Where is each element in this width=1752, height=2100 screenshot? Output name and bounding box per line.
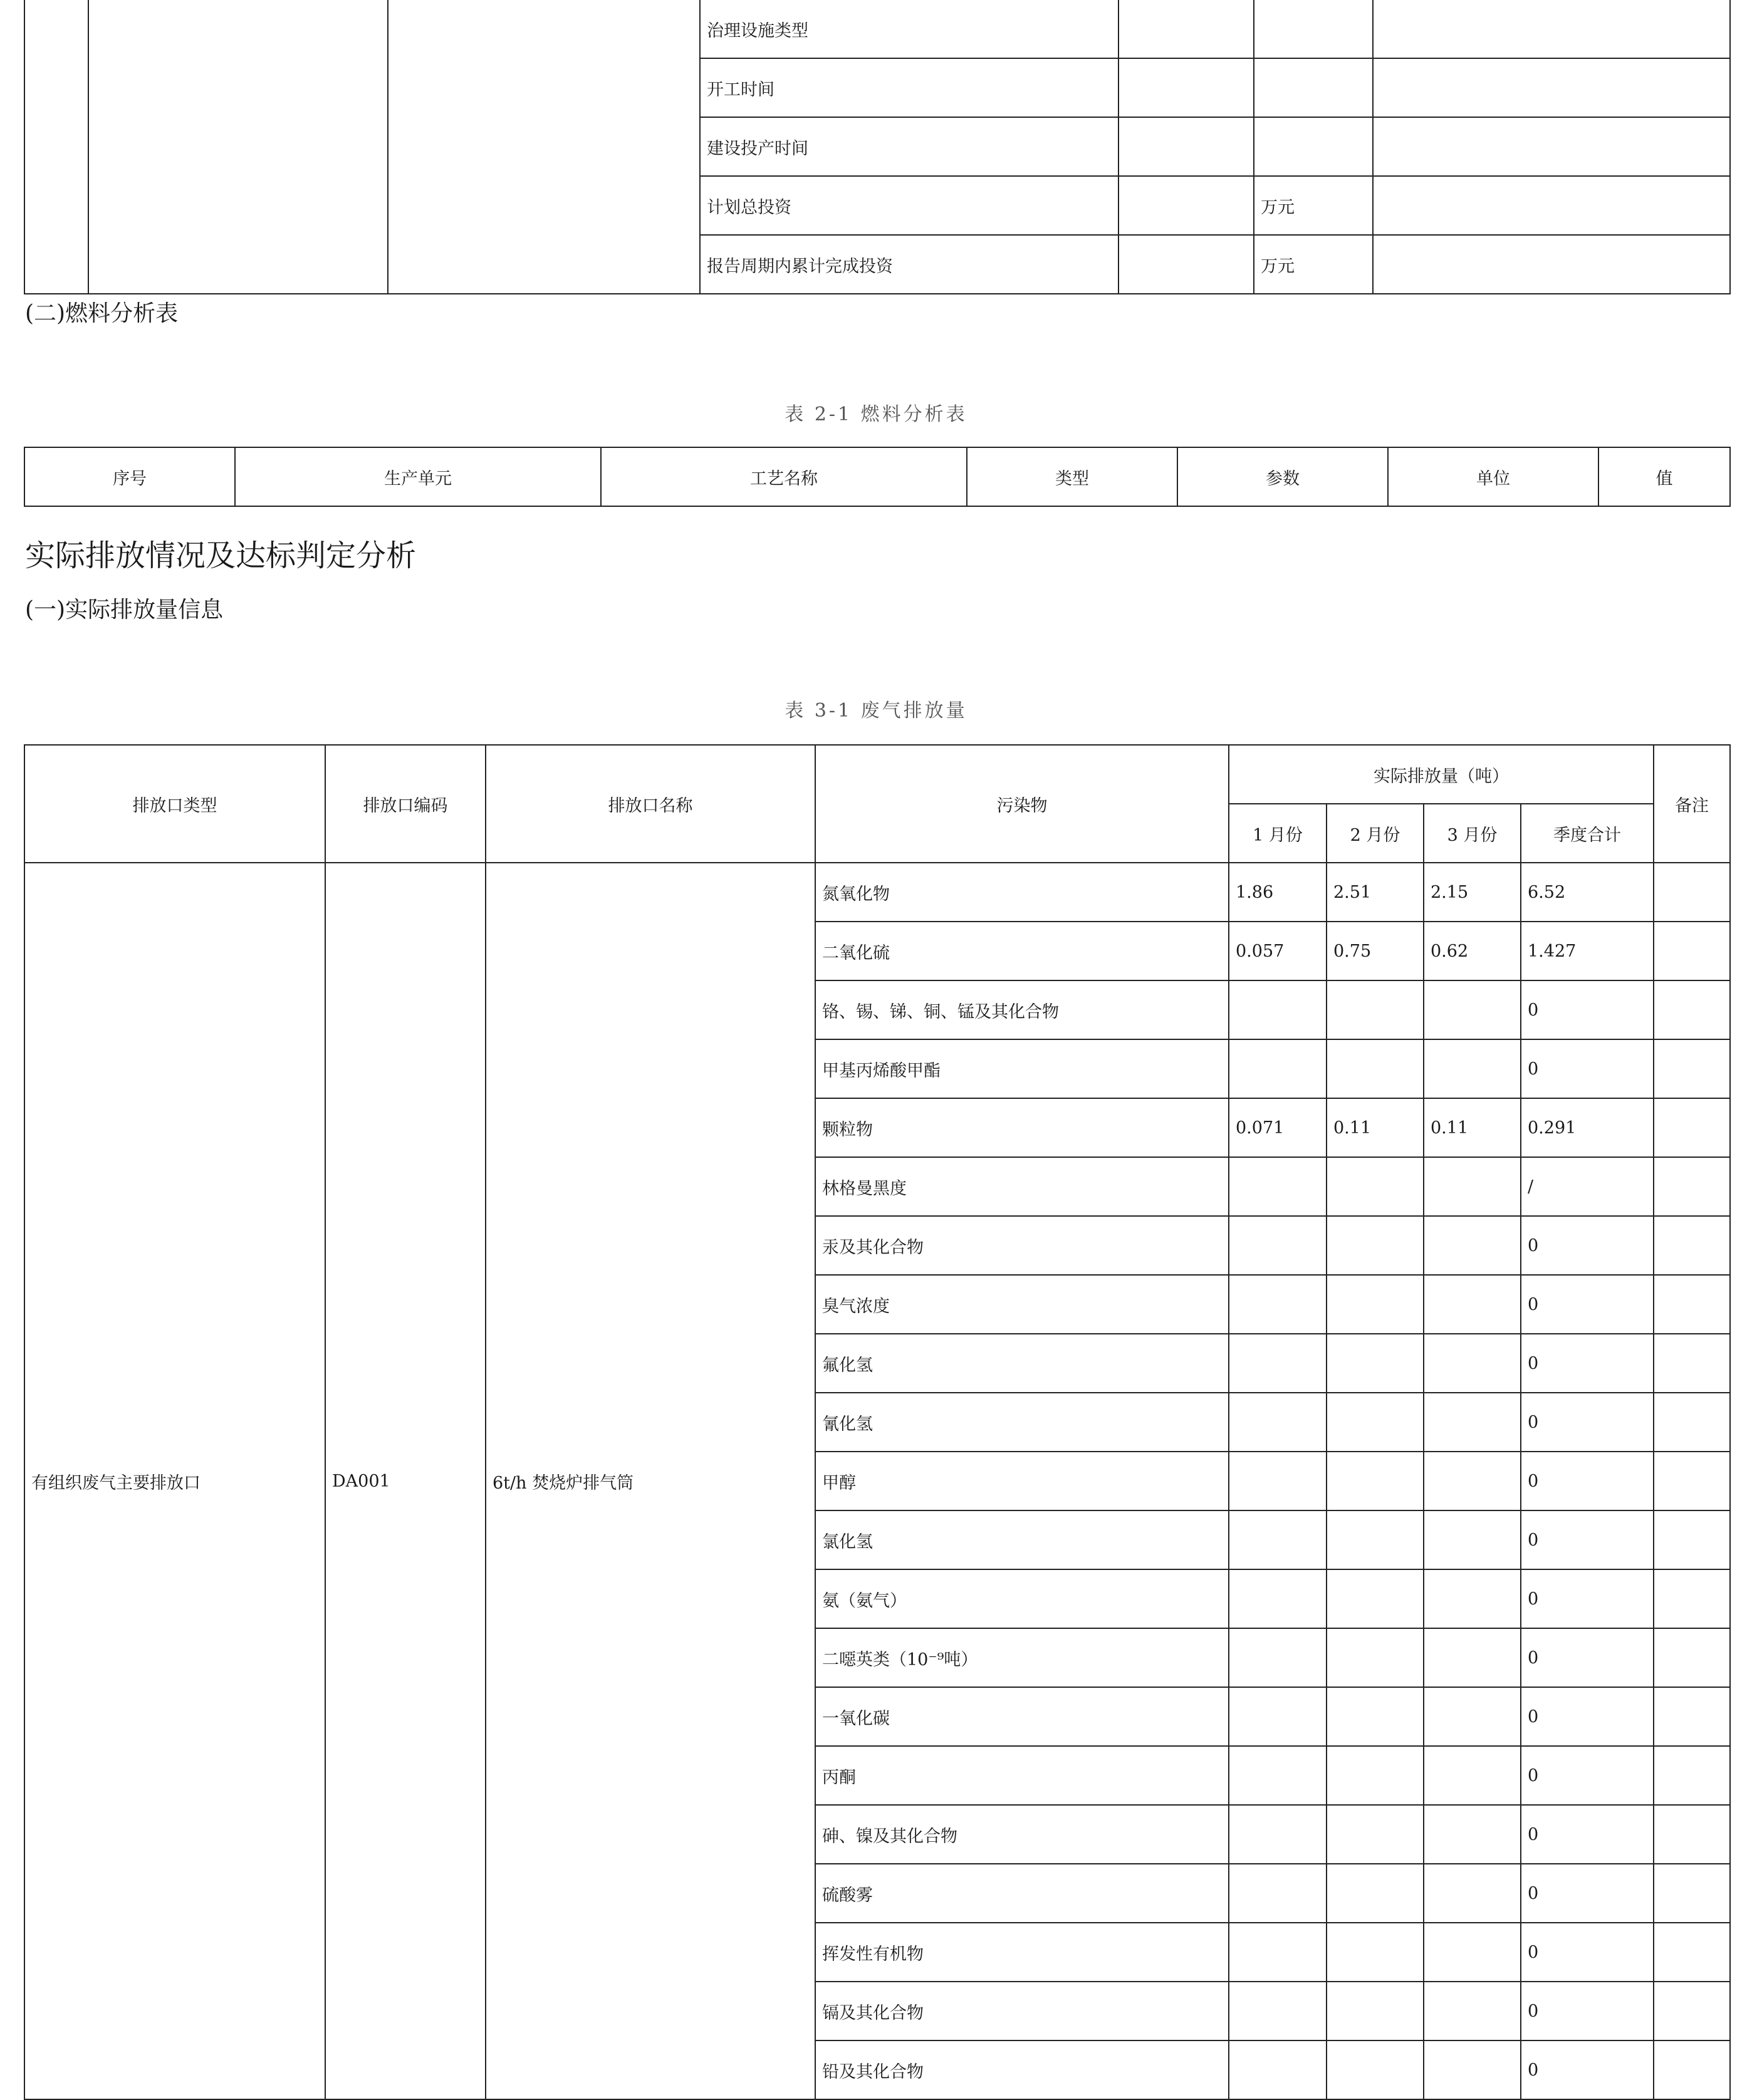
quarter-total-value: 0	[1521, 1334, 1654, 1393]
quarter-total-value: 1.427	[1521, 922, 1654, 980]
fuel-header-cell: 序号	[24, 447, 235, 506]
header-outlet-type: 排放口类型	[24, 745, 325, 863]
quarter-total-value: 0	[1521, 1452, 1654, 1510]
header-outlet-name: 排放口名称	[486, 745, 815, 863]
month-3-value	[1424, 2040, 1521, 2099]
month-2-value	[1327, 1687, 1424, 1746]
month-2-value	[1327, 1805, 1424, 1864]
facility-unit	[1254, 117, 1373, 176]
note-cell	[1654, 1039, 1730, 1098]
month-1-value	[1229, 1746, 1327, 1805]
facility-label: 治理设施类型	[700, 0, 1118, 58]
quarter-total-value: 0	[1521, 1569, 1654, 1628]
facility-value	[1118, 117, 1254, 176]
header-month-2: 2 月份	[1327, 804, 1424, 863]
table-row	[24, 863, 1730, 922]
facility-unit: 万元	[1254, 176, 1373, 235]
note-cell	[1654, 980, 1730, 1039]
quarter-total-value: 0	[1521, 980, 1654, 1039]
month-1-value	[1229, 1628, 1327, 1687]
quarter-total-value: 0.291	[1521, 1098, 1654, 1157]
month-3-value	[1424, 1452, 1521, 1510]
pollutant-name: 氮氧化物	[815, 863, 1229, 922]
month-3-value	[1424, 1157, 1521, 1216]
header-quarter-total: 季度合计	[1521, 804, 1654, 863]
facility-unit: 万元	[1254, 235, 1373, 294]
pollutant-name: 二噁英类（10⁻⁹吨）	[815, 1628, 1229, 1687]
month-3-value: 0.11	[1424, 1098, 1521, 1157]
quarter-total-value: 0	[1521, 1628, 1654, 1687]
facility-table	[24, 0, 1731, 294]
facility-row	[24, 0, 1730, 58]
quarter-total-value: 0	[1521, 1923, 1654, 1982]
pollutant-name: 氯化氢	[815, 1510, 1229, 1569]
month-2-value	[1327, 1393, 1424, 1452]
month-2-value	[1327, 980, 1424, 1039]
month-1-value	[1229, 1982, 1327, 2040]
month-2-value	[1327, 2040, 1424, 2099]
emission-table-caption: 表 3-1 废气排放量	[785, 700, 967, 722]
month-1-value	[1229, 1923, 1327, 1982]
month-2-value	[1327, 1628, 1424, 1687]
fuel-header-cell: 单位	[1388, 447, 1598, 506]
note-cell	[1654, 1510, 1730, 1569]
month-1-value	[1229, 1393, 1327, 1452]
pollutant-name: 汞及其化合物	[815, 1216, 1229, 1275]
note-cell	[1654, 1805, 1730, 1864]
header-month-3: 3 月份	[1424, 804, 1521, 863]
facility-unit	[1254, 58, 1373, 117]
month-1-value	[1229, 1452, 1327, 1510]
note-cell	[1654, 1569, 1730, 1628]
note-cell	[1654, 1098, 1730, 1157]
facility-value	[1118, 176, 1254, 235]
quarter-total-value: 0	[1521, 2040, 1654, 2099]
month-2-value	[1327, 1864, 1424, 1923]
month-3-value	[1424, 1628, 1521, 1687]
facility-remark	[1373, 0, 1730, 58]
facility-label: 开工时间	[700, 58, 1118, 117]
pollutant-name: 铅及其化合物	[815, 2040, 1229, 2099]
outlet-type: 有组织废气主要排放口	[24, 863, 325, 2099]
facility-value	[1118, 0, 1254, 58]
pollutant-name: 氟化氢	[815, 1334, 1229, 1393]
month-1-value	[1229, 1805, 1327, 1864]
header-note: 备注	[1654, 745, 1730, 863]
quarter-total-value: 0	[1521, 1864, 1654, 1923]
month-3-value	[1424, 1334, 1521, 1393]
month-2-value	[1327, 1157, 1424, 1216]
quarter-total-value: 0	[1521, 1393, 1654, 1452]
month-1-value	[1229, 1157, 1327, 1216]
month-2-value	[1327, 1746, 1424, 1805]
note-cell	[1654, 1923, 1730, 1982]
month-1-value	[1229, 980, 1327, 1039]
month-1-value	[1229, 1687, 1327, 1746]
outlet-code: DA001	[325, 863, 486, 2099]
month-1-value	[1229, 1864, 1327, 1923]
month-3-value	[1424, 1923, 1521, 1982]
note-cell	[1654, 1687, 1730, 1746]
pollutant-name: 甲基丙烯酸甲酯	[815, 1039, 1229, 1098]
month-3-value	[1424, 1687, 1521, 1746]
header-pollutant: 污染物	[815, 745, 1229, 863]
facility-col-1	[24, 0, 88, 294]
quarter-total-value: 0	[1521, 1216, 1654, 1275]
note-cell	[1654, 1275, 1730, 1334]
month-3-value	[1424, 1805, 1521, 1864]
emission-subtitle: (一)实际排放量信息	[25, 597, 224, 623]
fuel-header-cell: 生产单元	[235, 447, 601, 506]
pollutant-name: 林格曼黑度	[815, 1157, 1229, 1216]
note-cell	[1654, 1334, 1730, 1393]
pollutant-name: 甲醇	[815, 1452, 1229, 1510]
quarter-total-value: 0	[1521, 1510, 1654, 1569]
month-2-value	[1327, 1510, 1424, 1569]
quarter-total-value: 0	[1521, 1746, 1654, 1805]
month-2-value	[1327, 1334, 1424, 1393]
month-3-value: 2.15	[1424, 863, 1521, 922]
fuel-table-caption: 表 2-1 燃料分析表	[785, 403, 967, 425]
fuel-analysis-table	[24, 447, 1731, 507]
quarter-total-value: 0	[1521, 1805, 1654, 1864]
note-cell	[1654, 1864, 1730, 1923]
pollutant-name: 氨（氨气）	[815, 1569, 1229, 1628]
month-2-value	[1327, 1039, 1424, 1098]
month-3-value	[1424, 1393, 1521, 1452]
month-2-value	[1327, 1275, 1424, 1334]
month-2-value	[1327, 1923, 1424, 1982]
note-cell	[1654, 1628, 1730, 1687]
month-1-value	[1229, 1334, 1327, 1393]
facility-remark	[1373, 117, 1730, 176]
month-1-value: 1.86	[1229, 863, 1327, 922]
pollutant-name: 挥发性有机物	[815, 1923, 1229, 1982]
header-actual-emission: 实际排放量（吨）	[1229, 745, 1654, 804]
note-cell	[1654, 1157, 1730, 1216]
month-1-value	[1229, 1510, 1327, 1569]
note-cell	[1654, 1452, 1730, 1510]
month-1-value	[1229, 2040, 1327, 2099]
month-3-value	[1424, 1510, 1521, 1569]
month-1-value	[1229, 1039, 1327, 1098]
month-3-value	[1424, 980, 1521, 1039]
quarter-total-value: 0	[1521, 1982, 1654, 2040]
month-2-value	[1327, 1982, 1424, 2040]
month-3-value	[1424, 1864, 1521, 1923]
note-cell	[1654, 1216, 1730, 1275]
quarter-total-value: 0	[1521, 1275, 1654, 1334]
month-1-value: 0.071	[1229, 1098, 1327, 1157]
month-2-value: 2.51	[1327, 863, 1424, 922]
note-cell	[1654, 2040, 1730, 2099]
pollutant-name: 一氧化碳	[815, 1687, 1229, 1746]
facility-remark	[1373, 176, 1730, 235]
month-3-value: 0.62	[1424, 922, 1521, 980]
note-cell	[1654, 1393, 1730, 1452]
note-cell	[1654, 1982, 1730, 2040]
header-outlet-code: 排放口编码	[325, 745, 486, 863]
note-cell	[1654, 922, 1730, 980]
month-2-value	[1327, 1569, 1424, 1628]
pollutant-name: 二氧化硫	[815, 922, 1229, 980]
month-1-value	[1229, 1216, 1327, 1275]
facility-value	[1118, 58, 1254, 117]
note-cell	[1654, 1746, 1730, 1805]
month-1-value: 0.057	[1229, 922, 1327, 980]
facility-col-3	[388, 0, 700, 294]
facility-label: 报告周期内累计完成投资	[700, 235, 1118, 294]
pollutant-name: 丙酮	[815, 1746, 1229, 1805]
quarter-total-value: /	[1521, 1157, 1654, 1216]
header-month-1: 1 月份	[1229, 804, 1327, 863]
facility-remark	[1373, 58, 1730, 117]
note-cell	[1654, 863, 1730, 922]
facility-unit	[1254, 0, 1373, 58]
fuel-section-title: (二)燃料分析表	[25, 301, 179, 326]
month-3-value	[1424, 1982, 1521, 2040]
quarter-total-value: 6.52	[1521, 863, 1654, 922]
facility-col-2	[88, 0, 388, 294]
month-2-value	[1327, 1452, 1424, 1510]
fuel-header-cell: 值	[1598, 447, 1730, 506]
pollutant-name: 镉及其化合物	[815, 1982, 1229, 2040]
section-heading: 实际排放情况及达标判定分析	[25, 538, 417, 573]
month-2-value: 0.11	[1327, 1098, 1424, 1157]
quarter-total-value: 0	[1521, 1039, 1654, 1098]
month-1-value	[1229, 1275, 1327, 1334]
fuel-header-cell: 参数	[1177, 447, 1388, 506]
pollutant-name: 硫酸雾	[815, 1864, 1229, 1923]
month-2-value	[1327, 1216, 1424, 1275]
month-3-value	[1424, 1216, 1521, 1275]
pollutant-name: 氰化氢	[815, 1393, 1229, 1452]
pollutant-name: 铬、锡、锑、铜、锰及其化合物	[815, 980, 1229, 1039]
facility-remark	[1373, 235, 1730, 294]
month-2-value: 0.75	[1327, 922, 1424, 980]
month-3-value	[1424, 1569, 1521, 1628]
month-3-value	[1424, 1275, 1521, 1334]
month-1-value	[1229, 1569, 1327, 1628]
fuel-header-cell: 类型	[967, 447, 1177, 506]
pollutant-name: 臭气浓度	[815, 1275, 1229, 1334]
quarter-total-value: 0	[1521, 1687, 1654, 1746]
month-3-value	[1424, 1039, 1521, 1098]
pollutant-name: 砷、镍及其化合物	[815, 1805, 1229, 1864]
facility-value	[1118, 235, 1254, 294]
facility-label: 计划总投资	[700, 176, 1118, 235]
fuel-header-cell: 工艺名称	[601, 447, 967, 506]
pollutant-name: 颗粒物	[815, 1098, 1229, 1157]
facility-label: 建设投产时间	[700, 117, 1118, 176]
month-3-value	[1424, 1746, 1521, 1805]
emission-table	[24, 744, 1731, 2100]
outlet-name: 6t/h 焚烧炉排气筒	[486, 863, 815, 2099]
